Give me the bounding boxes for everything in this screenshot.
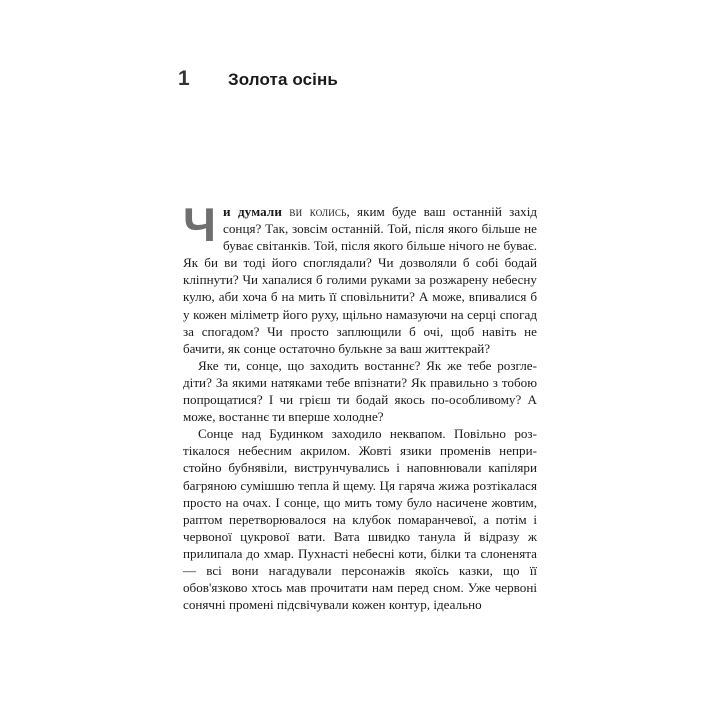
paragraph-2-text: Яке ти, сонце, що заходить востаннє? Як же тебе розгледіти? За якими натяками тебе впізнати? Як правильно з тобою попрощатися? І чи грієш ти бодай якось по-особливому? А може, востаннє ти вперше холодне? xyxy=(183,357,537,425)
opening-bold-run: и думали xyxy=(223,204,282,219)
chapter-title: Золота осінь xyxy=(228,70,338,89)
opening-smallcaps-run: ви колись xyxy=(282,204,347,219)
drop-cap-letter: Ч xyxy=(183,198,217,251)
body-text-block xyxy=(183,198,538,613)
paragraph-2 xyxy=(183,357,537,425)
chapter-number: 1 xyxy=(178,67,190,90)
paragraph-1-text: , яким буде ваш останній захід сонця? Так, зовсім останній. Той, після якого більше не буває світанків. Той, після якого більше нічого не буває. Як би ви тоді його споглядали? Чи дозволяли б собі бодай кліпнути? Чи хапалися б голими руками за розжарену небесну кулю, аби хоча б на мить її сповільнити? А може, впивалися б у кожен міліметр його руху, щільно намазуючи на серці спогад за спогадом? Чи просто заплющили б очі, щоб навіть не бачити, як сонце остаточно булькне за ваш життекрай? xyxy=(183,204,538,356)
paragraph-3 xyxy=(183,425,537,613)
paragraph-1 xyxy=(183,198,538,357)
paragraph-3-text: Сонце над Будинком заходило неквапом. Повільно розтікалося небесним акрилом. Жовті язики променів непристойно бубнявіли, виструнчувались і наповнювали капіляри багряною сумішшю тепла й щему. Ця гаряча жижа розтікалася просто на очах. І сонце, що мить тому було насичене жовтим, раптом перетворювалося на клубок помаранчевої, а потім і червоної цукрової вати. Вата швидко танула й відразу ж прилипала до хмар. Пухнасті небесні коти, білки та слоненята — всі вони нагадували персонажів якоїсь казки, що її обов'язково хтось мав прочитати нам перед сном. Уже червоні сонячні промені підсвічували кожен контур, ідеально xyxy=(183,426,537,613)
chapter-heading xyxy=(178,68,338,89)
